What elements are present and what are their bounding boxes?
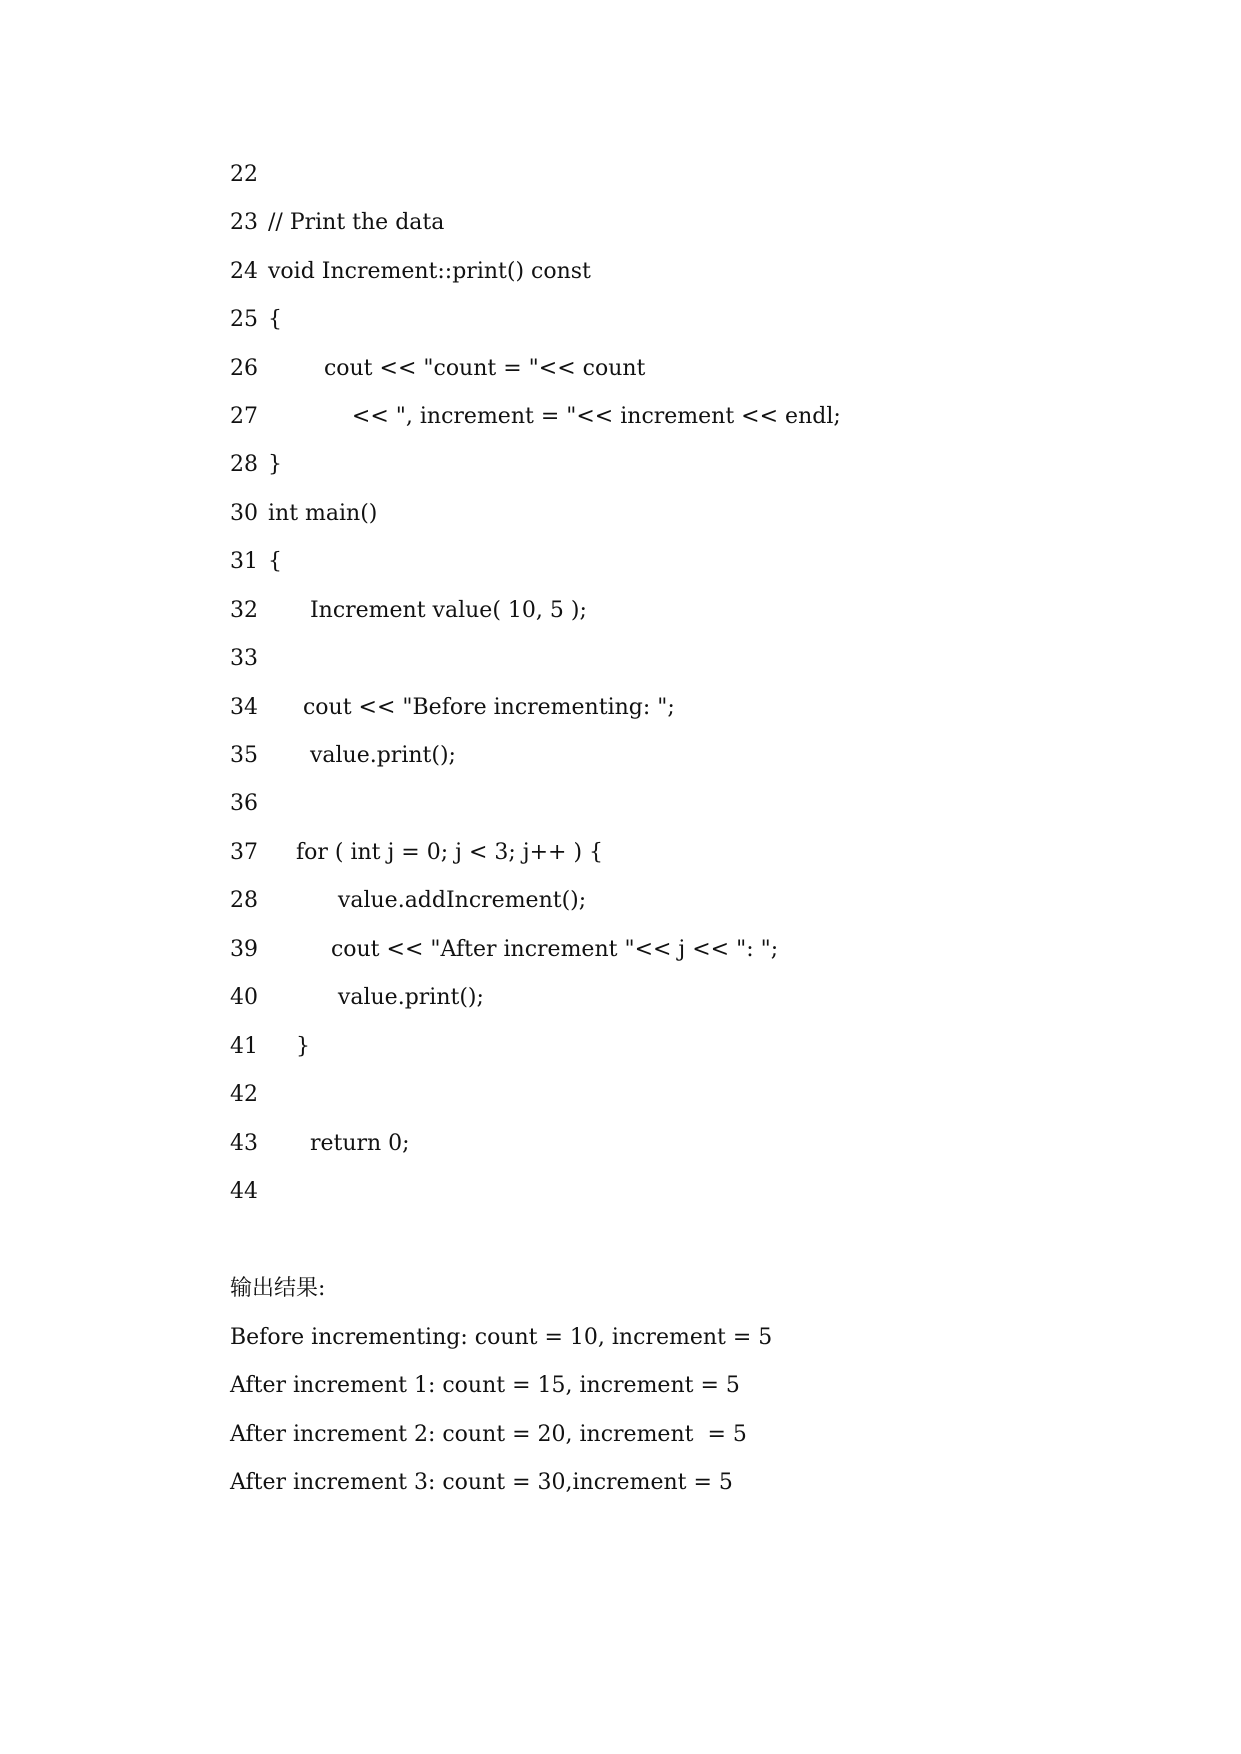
- code-text: {: [268, 307, 282, 332]
- code-text: void Increment::print() const: [268, 259, 591, 284]
- line-number: 43: [230, 1131, 258, 1156]
- line-number: 25: [230, 307, 258, 332]
- code-line: [230, 736, 456, 776]
- output-line: After increment 2: count = 20, increment = 5: [230, 1422, 747, 1447]
- code-text: // Print the data: [268, 210, 445, 235]
- code-line: [230, 639, 268, 679]
- code-line: [230, 203, 444, 243]
- code-text: int main(): [268, 501, 378, 526]
- line-number: 22: [230, 162, 258, 187]
- code-line: [230, 349, 645, 389]
- code-line: [230, 445, 282, 485]
- line-number: 27: [230, 404, 258, 429]
- code-line: [230, 300, 282, 340]
- line-number: 37: [230, 840, 258, 865]
- code-text: for ( int j = 0; j < 3; j++ ) {: [268, 840, 604, 865]
- code-text: }: [268, 1034, 310, 1059]
- output-line: After increment 3: count = 30,increment = 5: [230, 1470, 733, 1495]
- code-line: [230, 542, 282, 582]
- line-number: 28: [230, 452, 258, 477]
- line-number: 31: [230, 549, 258, 574]
- line-number: 35: [230, 743, 258, 768]
- line-number: 40: [230, 985, 258, 1010]
- output-line: Before incrementing: count = 10, increment = 5: [230, 1325, 773, 1350]
- line-number: 23: [230, 210, 258, 235]
- code-line: [230, 688, 675, 728]
- code-text: value.print();: [268, 743, 456, 768]
- line-number: 24: [230, 259, 258, 284]
- code-line: [230, 1124, 410, 1164]
- code-line: [230, 833, 603, 873]
- code-line: [230, 1027, 310, 1067]
- code-line: [230, 930, 778, 970]
- code-line: [230, 1172, 268, 1212]
- code-text: << ", increment = "<< increment << endl;: [268, 404, 841, 429]
- line-number: 33: [230, 646, 258, 671]
- line-number: 26: [230, 356, 258, 381]
- code-line: [230, 397, 841, 437]
- line-number: 41: [230, 1034, 258, 1059]
- code-line: [230, 881, 586, 921]
- code-text: Increment value( 10, 5 );: [268, 598, 587, 623]
- output-heading: 输出结果:: [230, 1276, 326, 1301]
- line-number: 32: [230, 598, 258, 623]
- code-line: [230, 978, 484, 1018]
- output-line: After increment 1: count = 15, increment = 5: [230, 1373, 740, 1398]
- code-line: [230, 591, 587, 631]
- line-number: 39: [230, 937, 258, 962]
- line-number: 34: [230, 695, 258, 720]
- code-text: {: [268, 549, 282, 574]
- code-line: [230, 494, 377, 534]
- code-line: [230, 1075, 268, 1115]
- code-line: [230, 252, 591, 292]
- line-number: 42: [230, 1082, 258, 1107]
- code-line: [230, 155, 268, 195]
- code-text: value.print();: [268, 985, 484, 1010]
- code-text: }: [268, 452, 282, 477]
- line-number: 30: [230, 501, 258, 526]
- code-text: cout << "After increment "<< j << ": ";: [268, 937, 779, 962]
- code-text: cout << "Before incrementing: ";: [268, 695, 675, 720]
- line-number: 28: [230, 888, 258, 913]
- code-text: return 0;: [268, 1131, 410, 1156]
- line-number: 44: [230, 1179, 258, 1204]
- code-text: value.addIncrement();: [268, 888, 587, 913]
- line-number: 36: [230, 791, 258, 816]
- code-line: [230, 784, 268, 824]
- code-text: cout << "count = "<< count: [268, 356, 646, 381]
